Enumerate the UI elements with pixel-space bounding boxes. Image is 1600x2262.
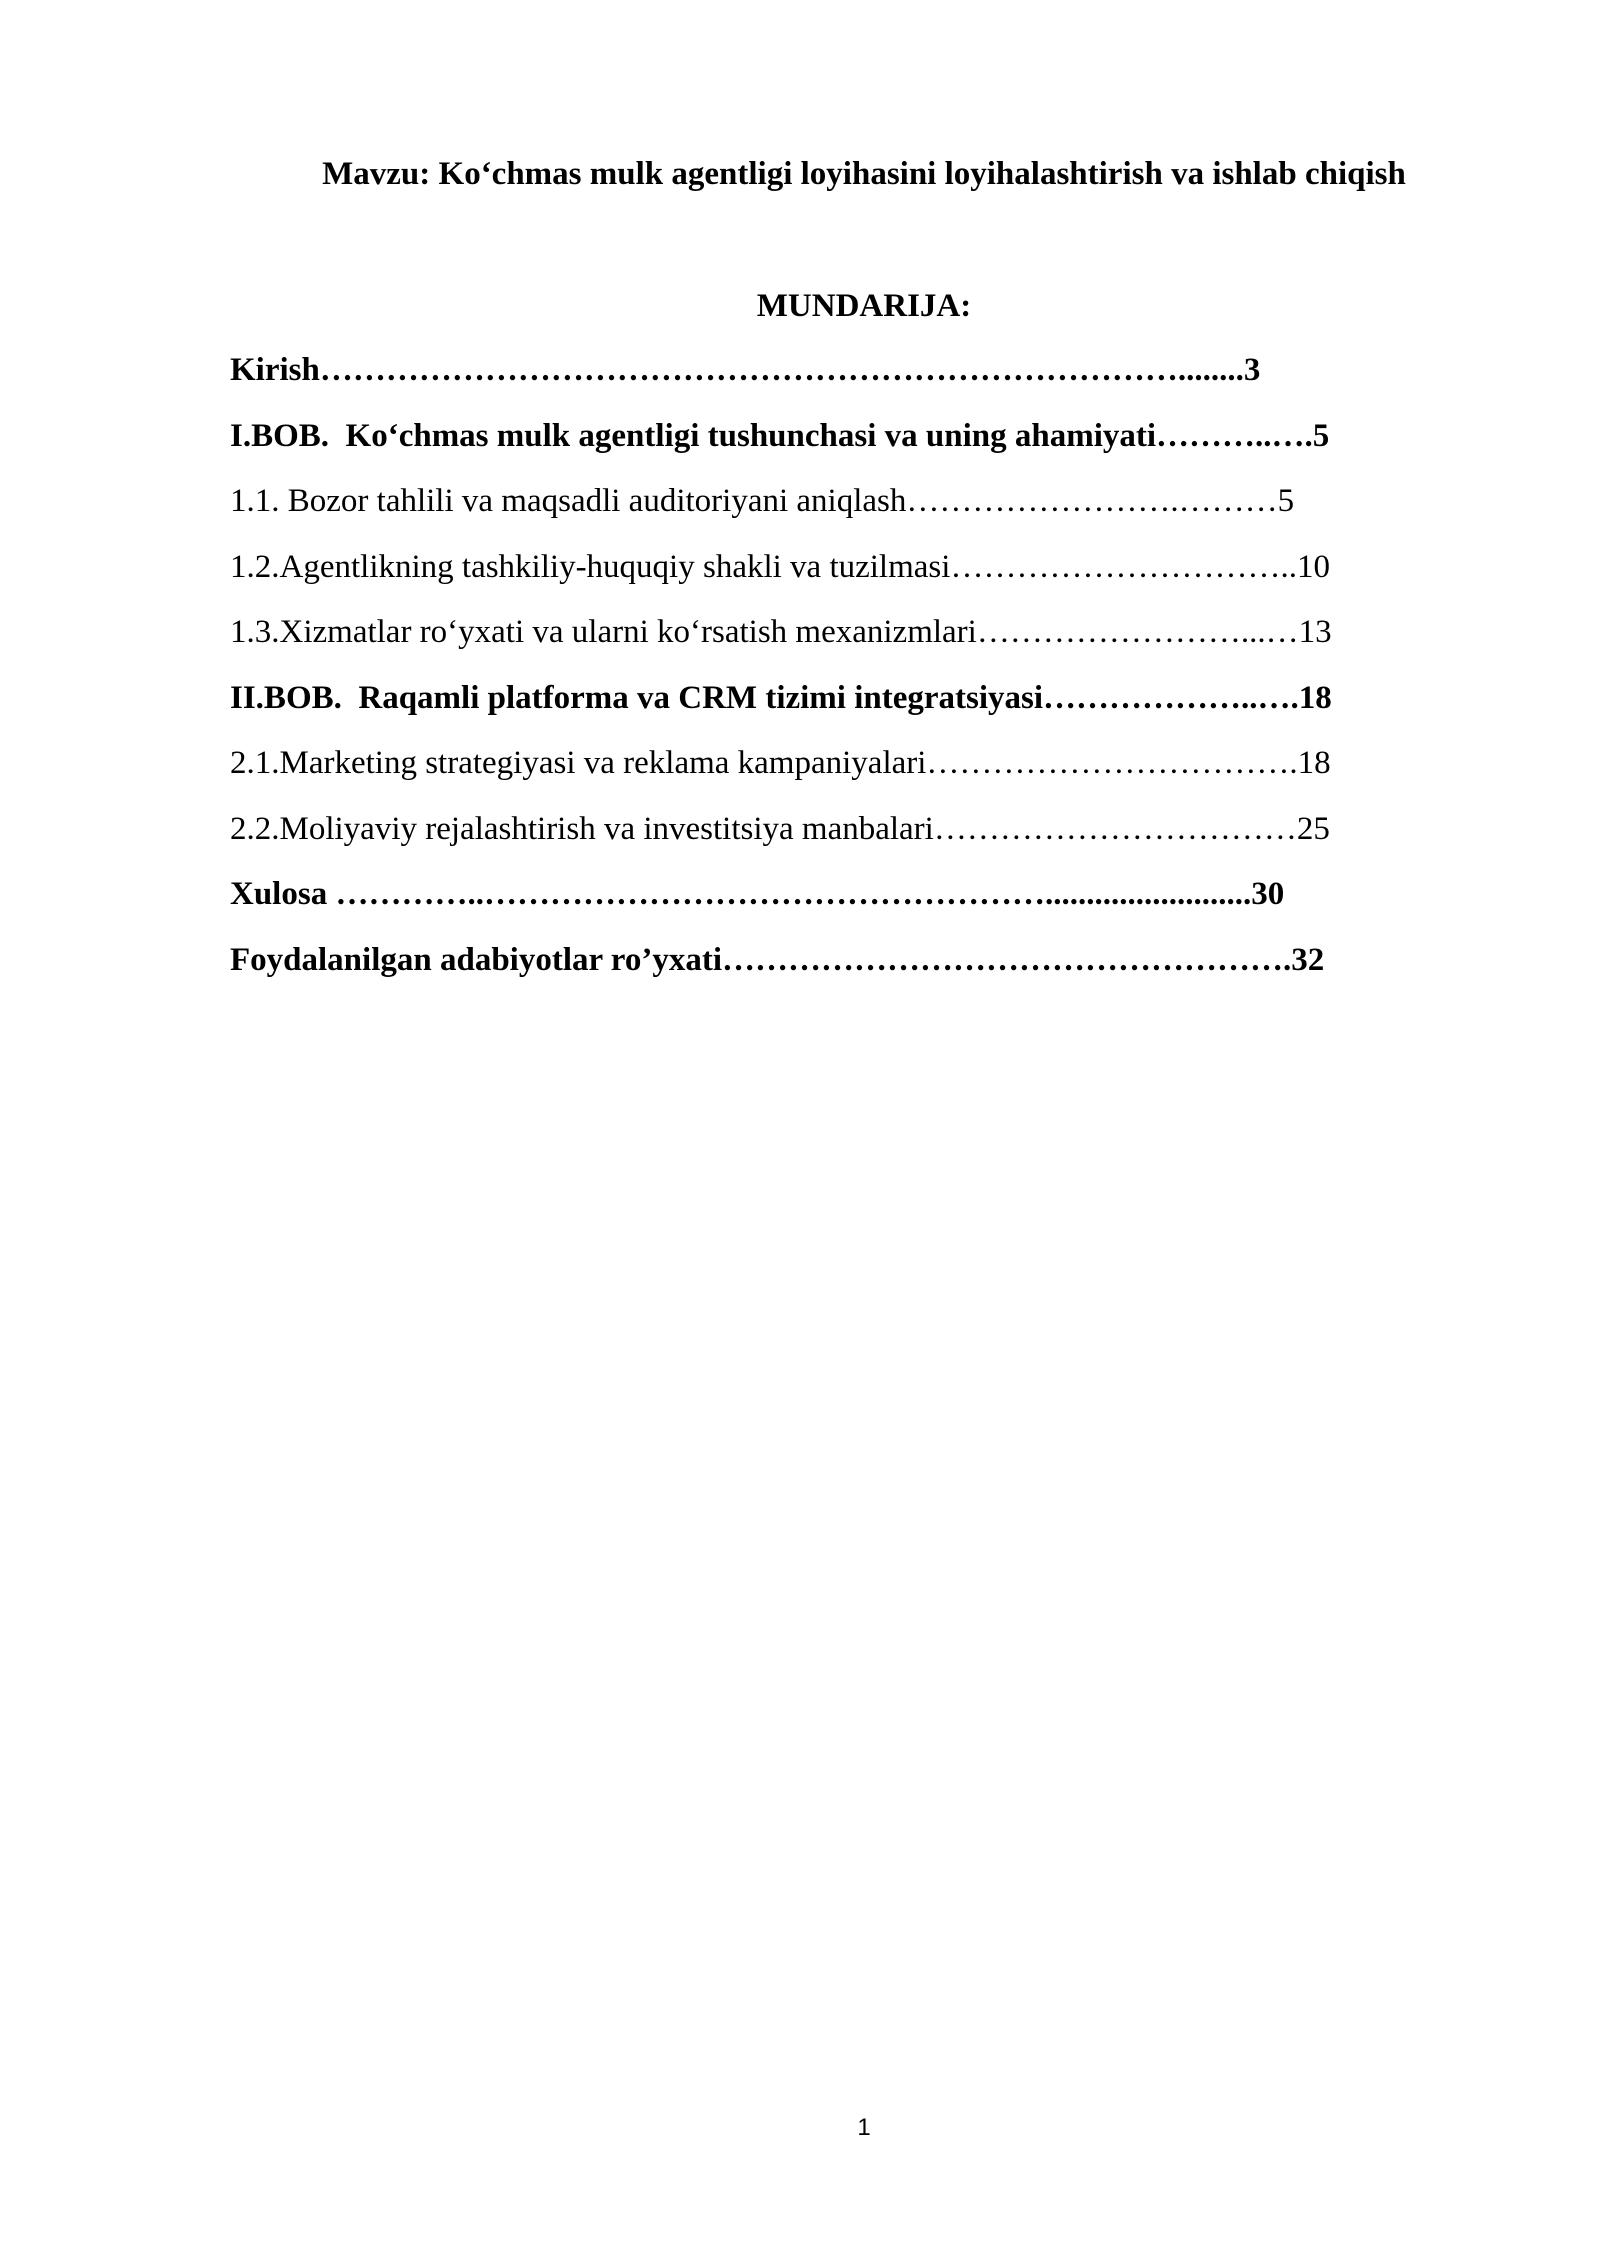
toc-entry-xulosa[interactable] (230, 872, 1530, 938)
toc-entry-section-2-2[interactable] (230, 807, 1530, 873)
toc-entry-text: 2.2.Moliyaviy rejalashtirish va investitsiya manbalari (230, 810, 934, 847)
toc-entry-text: 1.1. Bozor tahlili va maqsadli auditoriyani aniqlash (230, 483, 907, 519)
toc-entry-leader: ……………………...… (976, 614, 1299, 650)
toc-entry-leader: ………………..…. (1043, 679, 1299, 716)
toc-entry-text: 1.2.Agentlikning tashkiliy-huquqiy shakli va tuzilmasi (230, 548, 951, 585)
toc-entry-references[interactable] (230, 938, 1530, 1004)
toc-entry-page: 3 (1243, 352, 1261, 388)
toc-entry-leader: ……………………………. (926, 745, 1298, 781)
toc-entry-section-1-2[interactable] (230, 545, 1530, 611)
toc-entry-leader: …………………….……… (906, 483, 1278, 519)
toc-entry-text: II.BOB. Raqamli platforma va CRM tizimi integratsiyasi (230, 679, 1044, 716)
table-of-contents (230, 348, 1530, 1003)
document-title: Mavzu: Ko‘chmas mulk agentligi loyihasini loyihalashtirish va ishlab chiqish (322, 156, 1406, 192)
toc-entry-chapter-1[interactable] (230, 414, 1530, 480)
toc-entry-leader: ……………………………………………. (722, 941, 1292, 978)
toc-entry-page: 32 (1291, 941, 1325, 978)
toc-entry-page: 10 (1296, 548, 1330, 585)
toc-entry-leader: …………..……………………………………………......................... (335, 876, 1252, 912)
toc-entry-section-2-1[interactable] (230, 741, 1530, 807)
toc-entry-text: Xulosa (230, 876, 336, 912)
toc-entry-page: 5 (1277, 483, 1295, 519)
toc-entry-text: Foydalanilgan adabiyotlar ro’yxati (230, 941, 723, 978)
toc-entry-text: 1.3.Xizmatlar ro‘yxati va ularni ko‘rsatish mexanizmlari (230, 614, 977, 650)
toc-entry-text: Kirish (230, 352, 320, 388)
toc-entry-leader: ………..…. (1156, 417, 1313, 454)
toc-entry-section-1-3[interactable] (230, 610, 1530, 676)
toc-entry-page: 18 (1297, 745, 1331, 781)
toc-entry-page: 18 (1298, 679, 1332, 716)
toc-entry-leader: …………………………… (933, 810, 1297, 847)
toc-entry-section-1-1[interactable] (230, 479, 1530, 545)
toc-entry-text: I.BOB. Ko‘chmas mulk agentligi tushunchasi va uning ahamiyati (230, 417, 1157, 454)
toc-entry-leader: ………………………….. (950, 548, 1297, 585)
toc-entry-chapter-2[interactable] (230, 676, 1530, 742)
toc-heading: MUNDARIJA: (756, 288, 972, 324)
toc-entry-leader: ……………………………………………………………………........ (319, 352, 1244, 388)
toc-entry-page: 5 (1312, 417, 1330, 454)
toc-entry-page: 30 (1251, 876, 1285, 912)
toc-entry-text: 2.1.Marketing strategiyasi va reklama kampaniyalari (230, 745, 927, 781)
toc-entry-page: 13 (1298, 614, 1332, 650)
page-number: 1 (857, 2114, 871, 2141)
toc-entry-kirish[interactable] (230, 348, 1530, 414)
toc-entry-page: 25 (1296, 810, 1330, 847)
